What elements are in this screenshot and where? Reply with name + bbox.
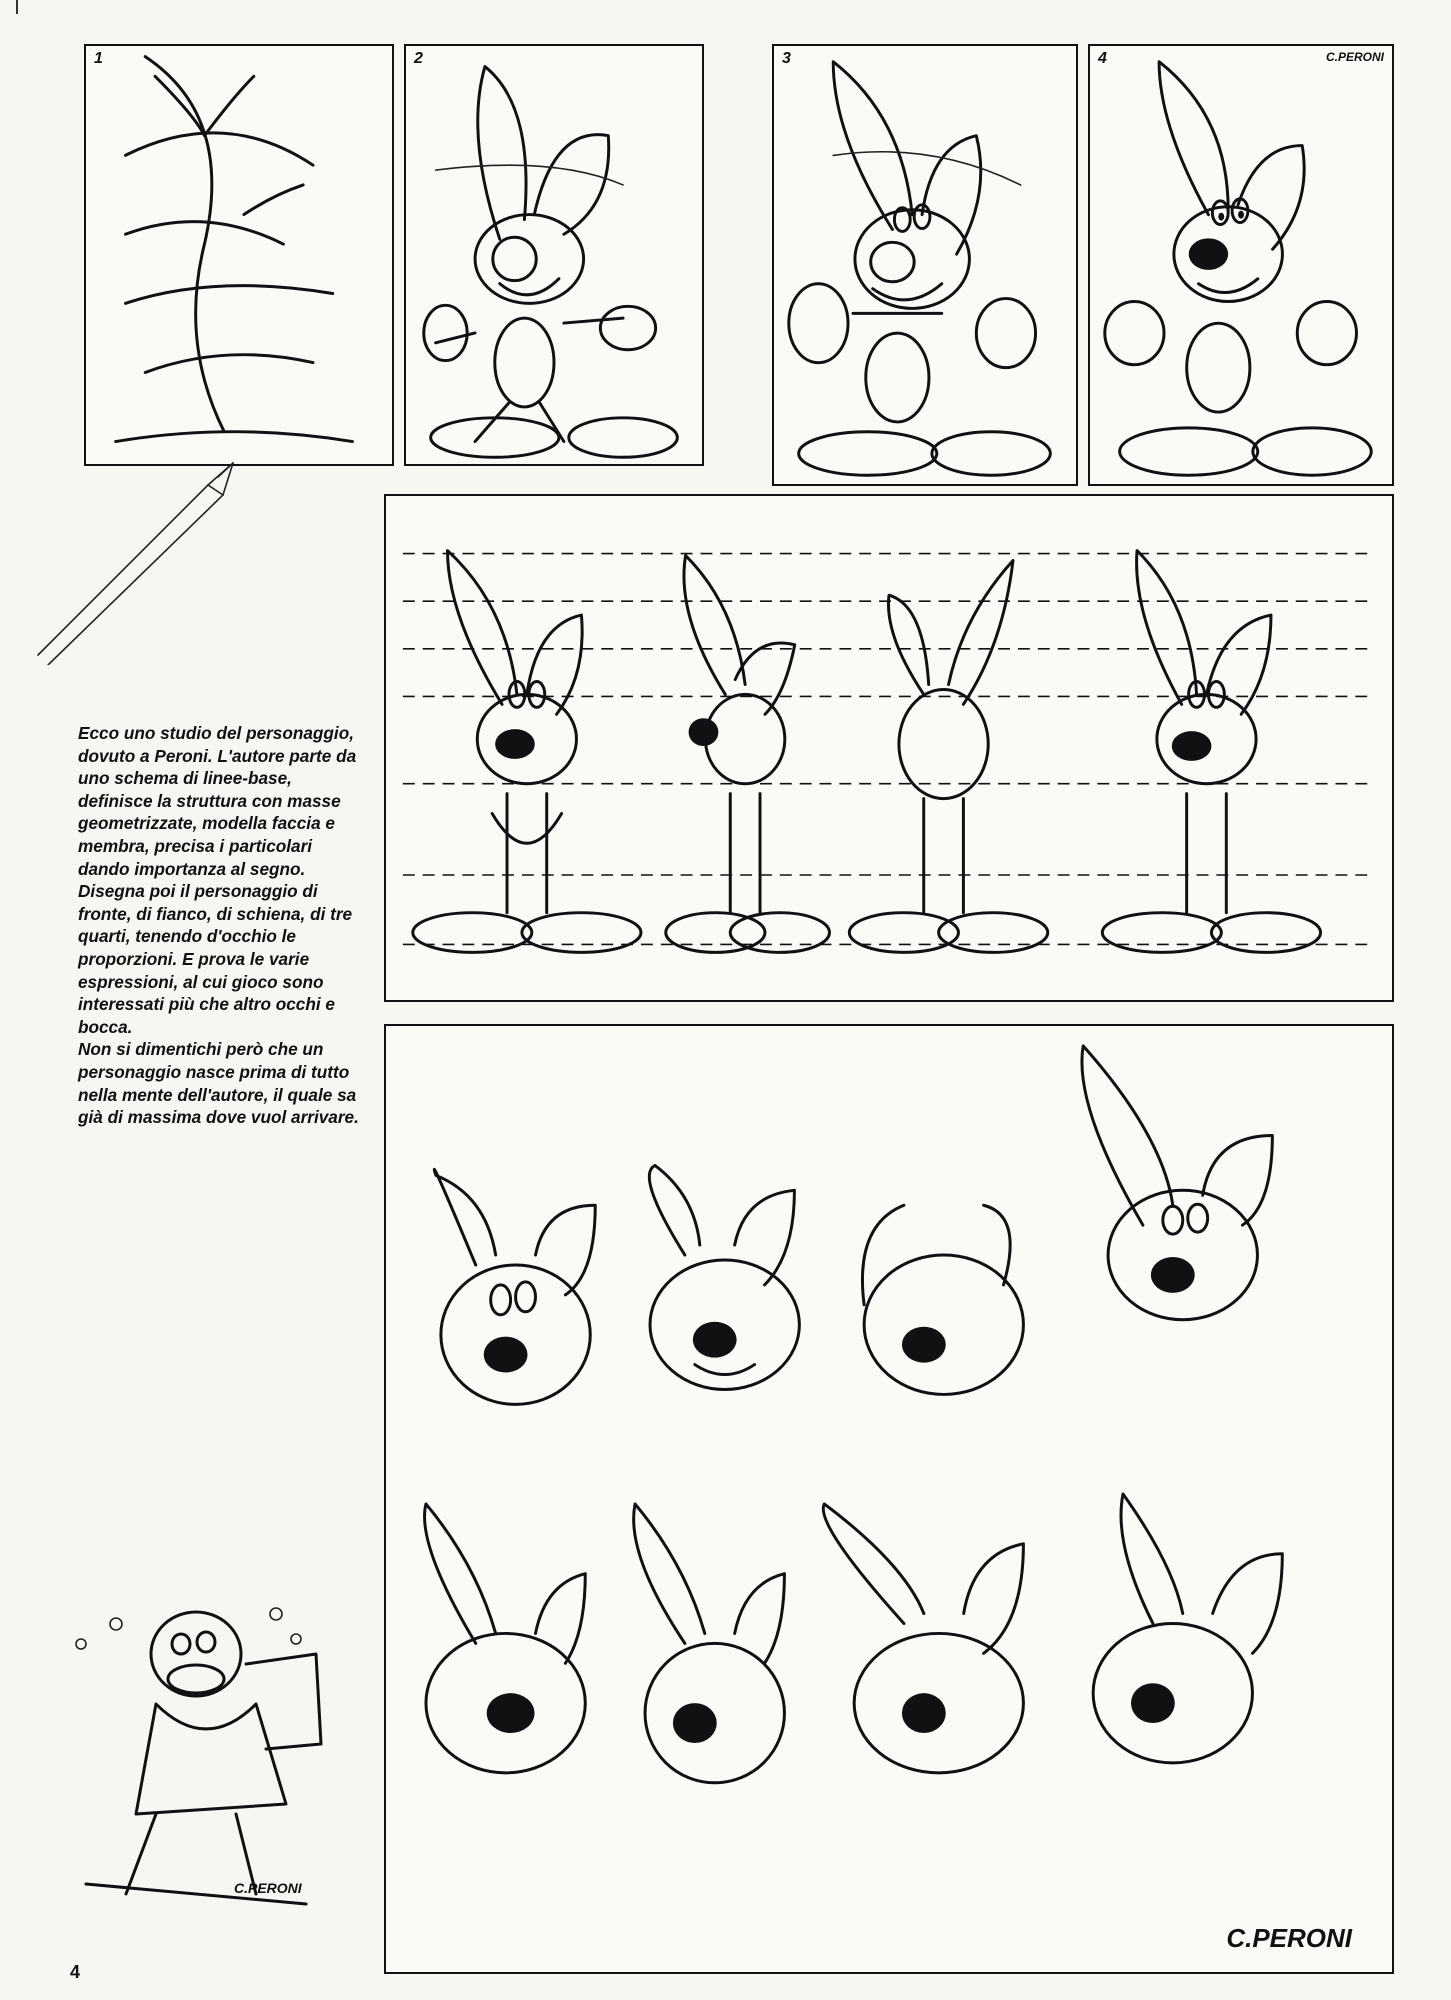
geometric-masses-sketch <box>406 46 702 464</box>
expression-head-3 <box>862 1205 1023 1394</box>
expression-head-7 <box>823 1504 1023 1773</box>
pencil-icon <box>18 455 248 665</box>
step-number-2: 2 <box>414 50 423 67</box>
expression-head-4 <box>1082 1046 1272 1320</box>
expressions-signature: C.PERONI <box>1226 1923 1352 1953</box>
cartoonist-doodle <box>56 1584 346 1914</box>
caption-paragraph-2: Non si dimentichi però che un personaggio nasce prima di tutto nella mente dell'autore, il quale sa già di massima dove vuol arrivare. <box>78 1039 359 1128</box>
top-signature: C.PERONI <box>1325 50 1384 64</box>
front-view-figure <box>413 551 641 953</box>
step-panel-2 <box>404 44 704 466</box>
step-number-3: 3 <box>782 50 791 67</box>
step-number-1: 1 <box>94 50 103 67</box>
line-schema-sketch <box>86 46 392 464</box>
caption-paragraph-1: Ecco uno studio del personaggio, dovuto a Peroni. L'autore parte da uno schema di linee-base, definisce la struttura con masse geometrizzate, modella faccia e membra, precisa i particolari dando importanza al segno. Disegna poi il personaggio di fronte, di fianco, di schiena, di tre quarti, tenendo d'occhio le proporzioni. E prova le varie espressioni, al cui gioco sono interessati più che altro occhi e bocca. <box>78 723 357 1037</box>
cartoon-signature: C.PERONI <box>234 1880 302 1896</box>
three-quarter-view-figure <box>1102 551 1320 953</box>
margin-mark <box>16 0 18 14</box>
page-number: 4 <box>70 1962 81 1982</box>
expression-head-8 <box>1093 1494 1282 1763</box>
step-panel-3 <box>772 44 1078 486</box>
turnaround-panel <box>384 494 1394 1002</box>
expression-head-1 <box>434 1169 595 1404</box>
description-caption <box>78 722 368 1129</box>
step-panel-1 <box>84 44 394 466</box>
back-view-figure <box>849 560 1047 952</box>
expression-head-2 <box>649 1165 799 1389</box>
turnaround-sketch <box>386 496 1392 1000</box>
cartoonist-illustration <box>56 1584 346 1914</box>
step-number-4: 4 <box>1098 50 1107 67</box>
expressions-panel <box>384 1024 1394 1974</box>
step-panel-4 <box>1088 44 1394 486</box>
expression-head-5 <box>425 1504 586 1773</box>
detailed-character-sketch <box>1090 46 1392 484</box>
side-view-figure <box>666 556 830 953</box>
expressions-sketch <box>386 1026 1392 1972</box>
expression-head-6 <box>634 1504 785 1783</box>
face-and-limbs-sketch <box>774 46 1076 484</box>
